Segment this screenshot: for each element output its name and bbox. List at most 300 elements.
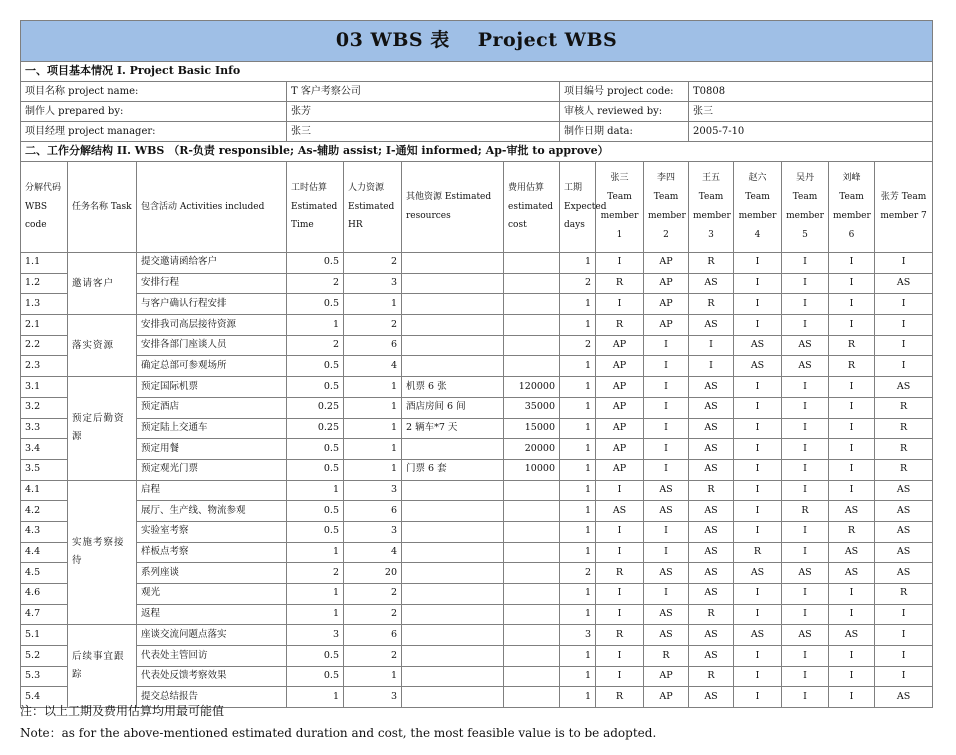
cost-cell bbox=[504, 253, 560, 274]
cost-cell bbox=[504, 625, 560, 646]
wbs-code-cell: 2.3 bbox=[21, 356, 68, 377]
member-role-cell: AS bbox=[689, 315, 734, 336]
section-wbs bbox=[21, 142, 933, 162]
member-role-cell: I bbox=[689, 356, 734, 377]
member-role-cell: I bbox=[734, 584, 782, 605]
member-role-cell: I bbox=[782, 439, 829, 460]
member-role-cell: AP bbox=[644, 315, 689, 336]
wbs-code-cell: 1.3 bbox=[21, 294, 68, 315]
cost-cell bbox=[504, 584, 560, 605]
member-role-cell: I bbox=[782, 315, 829, 336]
table-row bbox=[21, 335, 933, 356]
member-role-cell: R bbox=[596, 625, 644, 646]
days-cell: 1 bbox=[560, 542, 596, 563]
member-role-cell: I bbox=[875, 666, 933, 687]
member-role-cell: I bbox=[734, 501, 782, 522]
member-role-cell: AS bbox=[689, 646, 734, 667]
info-value: 张芳 bbox=[287, 102, 560, 122]
member-role-cell: I bbox=[734, 687, 782, 708]
member-role-cell: AS bbox=[875, 377, 933, 398]
hr-cell: 1 bbox=[344, 439, 402, 460]
cost-cell bbox=[504, 480, 560, 501]
time-cell: 0.25 bbox=[287, 418, 344, 439]
table-row bbox=[21, 542, 933, 563]
activity-cell: 观光 bbox=[137, 584, 287, 605]
hr-cell: 1 bbox=[344, 377, 402, 398]
member-role-cell: AS bbox=[689, 397, 734, 418]
member-role-cell: I bbox=[782, 273, 829, 294]
member-role-cell: R bbox=[782, 501, 829, 522]
member-role-cell: I bbox=[782, 687, 829, 708]
member-role-cell: AS bbox=[734, 335, 782, 356]
activity-cell: 预定用餐 bbox=[137, 439, 287, 460]
days-cell: 1 bbox=[560, 687, 596, 708]
hr-cell: 1 bbox=[344, 397, 402, 418]
member-role-cell: R bbox=[689, 666, 734, 687]
member-role-cell: I bbox=[596, 294, 644, 315]
member-role-cell: AS bbox=[644, 563, 689, 584]
wbs-code-cell: 4.4 bbox=[21, 542, 68, 563]
cost-cell: 120000 bbox=[504, 377, 560, 398]
table-row bbox=[21, 439, 933, 460]
member-role-cell: I bbox=[829, 315, 875, 336]
member-role-cell: AS bbox=[644, 604, 689, 625]
member-role-cell: I bbox=[875, 294, 933, 315]
time-cell: 0.5 bbox=[287, 521, 344, 542]
member-role-cell: AS bbox=[644, 501, 689, 522]
member-role-cell: I bbox=[829, 294, 875, 315]
cost-cell bbox=[504, 646, 560, 667]
table-row bbox=[21, 273, 933, 294]
resources-cell: 机票 6 张 bbox=[402, 377, 504, 398]
header-time: 工时估算 Estimated Time bbox=[287, 162, 344, 253]
time-cell: 0.5 bbox=[287, 646, 344, 667]
time-cell: 2 bbox=[287, 273, 344, 294]
member-role-cell: R bbox=[596, 687, 644, 708]
wbs-code-cell: 4.2 bbox=[21, 501, 68, 522]
member-role-cell: I bbox=[644, 439, 689, 460]
header-member-1: 张三 Team member 1 bbox=[596, 162, 644, 253]
resources-cell bbox=[402, 356, 504, 377]
hr-cell: 1 bbox=[344, 459, 402, 480]
cost-cell bbox=[504, 356, 560, 377]
cost-cell bbox=[504, 294, 560, 315]
table-row bbox=[21, 397, 933, 418]
task-group-cell: 后续事宜跟踪 bbox=[68, 625, 137, 708]
resources-cell bbox=[402, 439, 504, 460]
title-row bbox=[21, 21, 933, 62]
hr-cell: 1 bbox=[344, 418, 402, 439]
member-role-cell: I bbox=[644, 335, 689, 356]
member-role-cell: I bbox=[734, 253, 782, 274]
resources-cell: 酒店房间 6 间 bbox=[402, 397, 504, 418]
header-member-6: 刘峰 Team member 6 bbox=[829, 162, 875, 253]
wbs-code-cell: 3.3 bbox=[21, 418, 68, 439]
hr-cell: 3 bbox=[344, 521, 402, 542]
member-role-cell: AS bbox=[689, 542, 734, 563]
resources-cell bbox=[402, 625, 504, 646]
hr-cell: 1 bbox=[344, 294, 402, 315]
member-role-cell: I bbox=[829, 253, 875, 274]
member-role-cell: I bbox=[875, 604, 933, 625]
resources-cell bbox=[402, 521, 504, 542]
resources-cell: 2 辆车*7 天 bbox=[402, 418, 504, 439]
time-cell: 0.5 bbox=[287, 294, 344, 315]
info-row bbox=[21, 82, 933, 102]
member-role-cell: AS bbox=[734, 356, 782, 377]
wbs-code-cell: 5.3 bbox=[21, 666, 68, 687]
resources-cell bbox=[402, 687, 504, 708]
cost-cell bbox=[504, 666, 560, 687]
member-role-cell: I bbox=[782, 480, 829, 501]
member-role-cell: I bbox=[875, 253, 933, 274]
member-role-cell: R bbox=[875, 418, 933, 439]
activity-cell: 代表处反馈考察效果 bbox=[137, 666, 287, 687]
table-row bbox=[21, 253, 933, 274]
member-role-cell: I bbox=[829, 397, 875, 418]
time-cell: 0.5 bbox=[287, 253, 344, 274]
task-group-cell: 预定后勤资源 bbox=[68, 377, 137, 480]
resources-cell bbox=[402, 604, 504, 625]
member-role-cell: R bbox=[596, 273, 644, 294]
member-role-cell: AP bbox=[596, 356, 644, 377]
wbs-sheet bbox=[20, 20, 932, 708]
section-basic-info bbox=[21, 62, 933, 82]
hr-cell: 6 bbox=[344, 501, 402, 522]
member-role-cell: I bbox=[782, 418, 829, 439]
wbs-code-cell: 3.2 bbox=[21, 397, 68, 418]
member-role-cell: I bbox=[829, 604, 875, 625]
wbs-code-cell: 4.7 bbox=[21, 604, 68, 625]
member-role-cell: I bbox=[782, 294, 829, 315]
note-zh: 注：以上工期及费用估算均用最可能值 bbox=[20, 704, 225, 718]
days-cell: 2 bbox=[560, 335, 596, 356]
resources-cell bbox=[402, 480, 504, 501]
member-role-cell: I bbox=[829, 273, 875, 294]
member-role-cell: AP bbox=[644, 294, 689, 315]
activity-cell: 提交邀请函给客户 bbox=[137, 253, 287, 274]
hr-cell: 3 bbox=[344, 480, 402, 501]
resources-cell bbox=[402, 666, 504, 687]
member-role-cell: I bbox=[644, 356, 689, 377]
member-role-cell: R bbox=[829, 521, 875, 542]
member-role-cell: AS bbox=[689, 521, 734, 542]
header-code: 分解代码 WBS code bbox=[21, 162, 68, 253]
member-role-cell: AS bbox=[782, 563, 829, 584]
activity-cell: 预定酒店 bbox=[137, 397, 287, 418]
member-role-cell: I bbox=[829, 480, 875, 501]
time-cell: 0.25 bbox=[287, 397, 344, 418]
member-role-cell: I bbox=[644, 377, 689, 398]
member-role-cell: AP bbox=[596, 439, 644, 460]
hr-cell: 20 bbox=[344, 563, 402, 584]
member-role-cell: I bbox=[734, 315, 782, 336]
member-role-cell: R bbox=[596, 315, 644, 336]
hr-cell: 6 bbox=[344, 335, 402, 356]
member-role-cell: AS bbox=[689, 439, 734, 460]
member-role-cell: I bbox=[644, 459, 689, 480]
member-role-cell: I bbox=[829, 439, 875, 460]
member-role-cell: AS bbox=[689, 584, 734, 605]
member-role-cell: I bbox=[734, 480, 782, 501]
member-role-cell: AS bbox=[875, 501, 933, 522]
time-cell: 1 bbox=[287, 480, 344, 501]
resources-cell bbox=[402, 253, 504, 274]
info-row bbox=[21, 122, 933, 142]
activity-cell: 提交总结报告 bbox=[137, 687, 287, 708]
days-cell: 1 bbox=[560, 356, 596, 377]
member-role-cell: I bbox=[644, 418, 689, 439]
table-row bbox=[21, 459, 933, 480]
member-role-cell: I bbox=[829, 666, 875, 687]
member-role-cell: AP bbox=[596, 397, 644, 418]
activity-cell: 启程 bbox=[137, 480, 287, 501]
cost-cell bbox=[504, 501, 560, 522]
cost-cell bbox=[504, 273, 560, 294]
table-row bbox=[21, 294, 933, 315]
header-days: 工期 Expected days bbox=[560, 162, 596, 253]
cost-cell bbox=[504, 335, 560, 356]
member-role-cell: AS bbox=[875, 687, 933, 708]
member-role-cell: AS bbox=[734, 625, 782, 646]
member-role-cell: I bbox=[782, 646, 829, 667]
member-role-cell: I bbox=[596, 480, 644, 501]
member-role-cell: I bbox=[782, 253, 829, 274]
member-role-cell: I bbox=[782, 459, 829, 480]
member-role-cell: AS bbox=[875, 273, 933, 294]
wbs-code-cell: 1.2 bbox=[21, 273, 68, 294]
hr-cell: 3 bbox=[344, 273, 402, 294]
member-role-cell: AP bbox=[596, 377, 644, 398]
section2-heading: 二、工作分解结构 II. WBS （R-负责 responsible; As-辅助 assist; I-通知 informed; Ap-审批 to approve） bbox=[21, 142, 933, 162]
info-label: 项目编号 project code: bbox=[560, 82, 689, 102]
header-member-5: 吴丹 Team member 5 bbox=[782, 162, 829, 253]
table-row bbox=[21, 377, 933, 398]
activity-cell: 安排我司高层接待资源 bbox=[137, 315, 287, 336]
time-cell: 0.5 bbox=[287, 439, 344, 460]
member-role-cell: AS bbox=[689, 501, 734, 522]
member-role-cell: I bbox=[875, 315, 933, 336]
member-role-cell: I bbox=[782, 521, 829, 542]
activity-cell: 预定陆上交通车 bbox=[137, 418, 287, 439]
table-row bbox=[21, 521, 933, 542]
wbs-code-cell: 4.3 bbox=[21, 521, 68, 542]
member-role-cell: AP bbox=[596, 459, 644, 480]
days-cell: 1 bbox=[560, 294, 596, 315]
cost-cell: 15000 bbox=[504, 418, 560, 439]
table-row bbox=[21, 646, 933, 667]
time-cell: 0.5 bbox=[287, 459, 344, 480]
activity-cell: 展厅、生产线、物流参观 bbox=[137, 501, 287, 522]
hr-cell: 2 bbox=[344, 253, 402, 274]
note-en: Note：as for the above-mentioned estimated duration and cost, the most feasible value is to be adopted. bbox=[20, 726, 657, 740]
header-hr: 人力资源 Estimated HR bbox=[344, 162, 402, 253]
wbs-code-cell: 5.2 bbox=[21, 646, 68, 667]
member-role-cell: I bbox=[875, 335, 933, 356]
task-group-cell: 邀请客户 bbox=[68, 253, 137, 315]
column-header-row bbox=[21, 162, 933, 253]
member-role-cell: I bbox=[734, 646, 782, 667]
member-role-cell: R bbox=[875, 459, 933, 480]
activity-cell: 安排行程 bbox=[137, 273, 287, 294]
hr-cell: 2 bbox=[344, 646, 402, 667]
info-label: 项目经理 project manager: bbox=[21, 122, 287, 142]
time-cell: 2 bbox=[287, 335, 344, 356]
wbs-code-cell: 5.4 bbox=[21, 687, 68, 708]
activity-cell: 样板点考察 bbox=[137, 542, 287, 563]
table-row bbox=[21, 501, 933, 522]
hr-cell: 2 bbox=[344, 604, 402, 625]
wbs-code-cell: 1.1 bbox=[21, 253, 68, 274]
activity-cell: 与客户确认行程安排 bbox=[137, 294, 287, 315]
info-value: T 客户考察公司 bbox=[287, 82, 560, 102]
member-role-cell: I bbox=[829, 418, 875, 439]
cost-cell: 20000 bbox=[504, 439, 560, 460]
activity-cell: 实验室考察 bbox=[137, 521, 287, 542]
resources-cell bbox=[402, 563, 504, 584]
activity-cell: 预定观光门票 bbox=[137, 459, 287, 480]
activity-cell: 返程 bbox=[137, 604, 287, 625]
header-member-7: 张芳 Team member 7 bbox=[875, 162, 933, 253]
member-role-cell: I bbox=[734, 459, 782, 480]
resources-cell bbox=[402, 542, 504, 563]
member-role-cell: AS bbox=[689, 563, 734, 584]
days-cell: 1 bbox=[560, 253, 596, 274]
hr-cell: 4 bbox=[344, 356, 402, 377]
resources-cell bbox=[402, 273, 504, 294]
table-row bbox=[21, 418, 933, 439]
info-row bbox=[21, 102, 933, 122]
page-title bbox=[21, 21, 933, 62]
member-role-cell: I bbox=[829, 687, 875, 708]
days-cell: 1 bbox=[560, 315, 596, 336]
member-role-cell: R bbox=[689, 253, 734, 274]
member-role-cell: R bbox=[875, 397, 933, 418]
member-role-cell: AP bbox=[596, 418, 644, 439]
task-group-cell: 实施考察接待 bbox=[68, 480, 137, 625]
time-cell: 0.5 bbox=[287, 666, 344, 687]
time-cell: 1 bbox=[287, 584, 344, 605]
member-role-cell: AS bbox=[875, 563, 933, 584]
resources-cell bbox=[402, 315, 504, 336]
hr-cell: 1 bbox=[344, 666, 402, 687]
member-role-cell: AS bbox=[689, 418, 734, 439]
member-role-cell: I bbox=[644, 584, 689, 605]
wbs-code-cell: 4.6 bbox=[21, 584, 68, 605]
member-role-cell: I bbox=[644, 542, 689, 563]
days-cell: 2 bbox=[560, 563, 596, 584]
member-role-cell: I bbox=[734, 418, 782, 439]
title-en: Project WBS bbox=[477, 29, 618, 52]
days-cell: 1 bbox=[560, 521, 596, 542]
info-value: 2005-7-10 bbox=[689, 122, 933, 142]
cost-cell bbox=[504, 563, 560, 584]
member-role-cell: I bbox=[734, 273, 782, 294]
member-role-cell: AP bbox=[596, 335, 644, 356]
table-row bbox=[21, 666, 933, 687]
member-role-cell: I bbox=[734, 294, 782, 315]
hr-cell: 3 bbox=[344, 687, 402, 708]
wbs-code-cell: 4.1 bbox=[21, 480, 68, 501]
member-role-cell: R bbox=[875, 584, 933, 605]
member-role-cell: R bbox=[596, 563, 644, 584]
table-row bbox=[21, 604, 933, 625]
cost-cell bbox=[504, 604, 560, 625]
member-role-cell: I bbox=[782, 542, 829, 563]
table-row bbox=[21, 563, 933, 584]
cost-cell: 35000 bbox=[504, 397, 560, 418]
member-role-cell: AS bbox=[734, 563, 782, 584]
section1-heading: 一、项目基本情况 I. Project Basic Info bbox=[21, 62, 933, 82]
member-role-cell: I bbox=[829, 377, 875, 398]
member-role-cell: AS bbox=[689, 459, 734, 480]
header-member-2: 李四 Team member 2 bbox=[644, 162, 689, 253]
wbs-code-cell: 3.5 bbox=[21, 459, 68, 480]
wbs-table bbox=[20, 20, 933, 708]
table-row bbox=[21, 480, 933, 501]
activity-cell: 座谈交流问题点落实 bbox=[137, 625, 287, 646]
member-role-cell: I bbox=[875, 646, 933, 667]
member-role-cell: I bbox=[782, 584, 829, 605]
days-cell: 1 bbox=[560, 480, 596, 501]
member-role-cell: AS bbox=[875, 521, 933, 542]
header-activities: 包含活动 Activities included bbox=[137, 162, 287, 253]
member-role-cell: I bbox=[782, 397, 829, 418]
member-role-cell: I bbox=[734, 604, 782, 625]
resources-cell bbox=[402, 294, 504, 315]
member-role-cell: I bbox=[875, 356, 933, 377]
member-role-cell: I bbox=[734, 666, 782, 687]
member-role-cell: I bbox=[782, 604, 829, 625]
time-cell: 1 bbox=[287, 315, 344, 336]
days-cell: 1 bbox=[560, 418, 596, 439]
member-role-cell: AS bbox=[689, 273, 734, 294]
member-role-cell: AS bbox=[782, 356, 829, 377]
days-cell: 1 bbox=[560, 604, 596, 625]
resources-cell bbox=[402, 646, 504, 667]
member-role-cell: AS bbox=[829, 542, 875, 563]
time-cell: 0.5 bbox=[287, 356, 344, 377]
member-role-cell: R bbox=[734, 542, 782, 563]
days-cell: 2 bbox=[560, 273, 596, 294]
cost-cell bbox=[504, 687, 560, 708]
member-role-cell: AP bbox=[644, 687, 689, 708]
info-value: 张三 bbox=[287, 122, 560, 142]
member-role-cell: AS bbox=[829, 501, 875, 522]
member-role-cell: AS bbox=[596, 501, 644, 522]
member-role-cell: I bbox=[734, 521, 782, 542]
member-role-cell: I bbox=[829, 646, 875, 667]
cost-cell bbox=[504, 315, 560, 336]
member-role-cell: I bbox=[829, 584, 875, 605]
member-role-cell: I bbox=[596, 604, 644, 625]
cost-cell bbox=[504, 542, 560, 563]
member-role-cell: AS bbox=[829, 563, 875, 584]
member-role-cell: I bbox=[782, 666, 829, 687]
member-role-cell: I bbox=[644, 521, 689, 542]
activity-cell: 安排各部门座谈人员 bbox=[137, 335, 287, 356]
member-role-cell: I bbox=[596, 542, 644, 563]
days-cell: 3 bbox=[560, 625, 596, 646]
hr-cell: 2 bbox=[344, 315, 402, 336]
member-role-cell: AP bbox=[644, 253, 689, 274]
task-group-cell: 落实资源 bbox=[68, 315, 137, 377]
wbs-code-cell: 5.1 bbox=[21, 625, 68, 646]
days-cell: 1 bbox=[560, 666, 596, 687]
header-member-4: 赵六 Team member 4 bbox=[734, 162, 782, 253]
member-role-cell: R bbox=[689, 480, 734, 501]
table-row bbox=[21, 315, 933, 336]
